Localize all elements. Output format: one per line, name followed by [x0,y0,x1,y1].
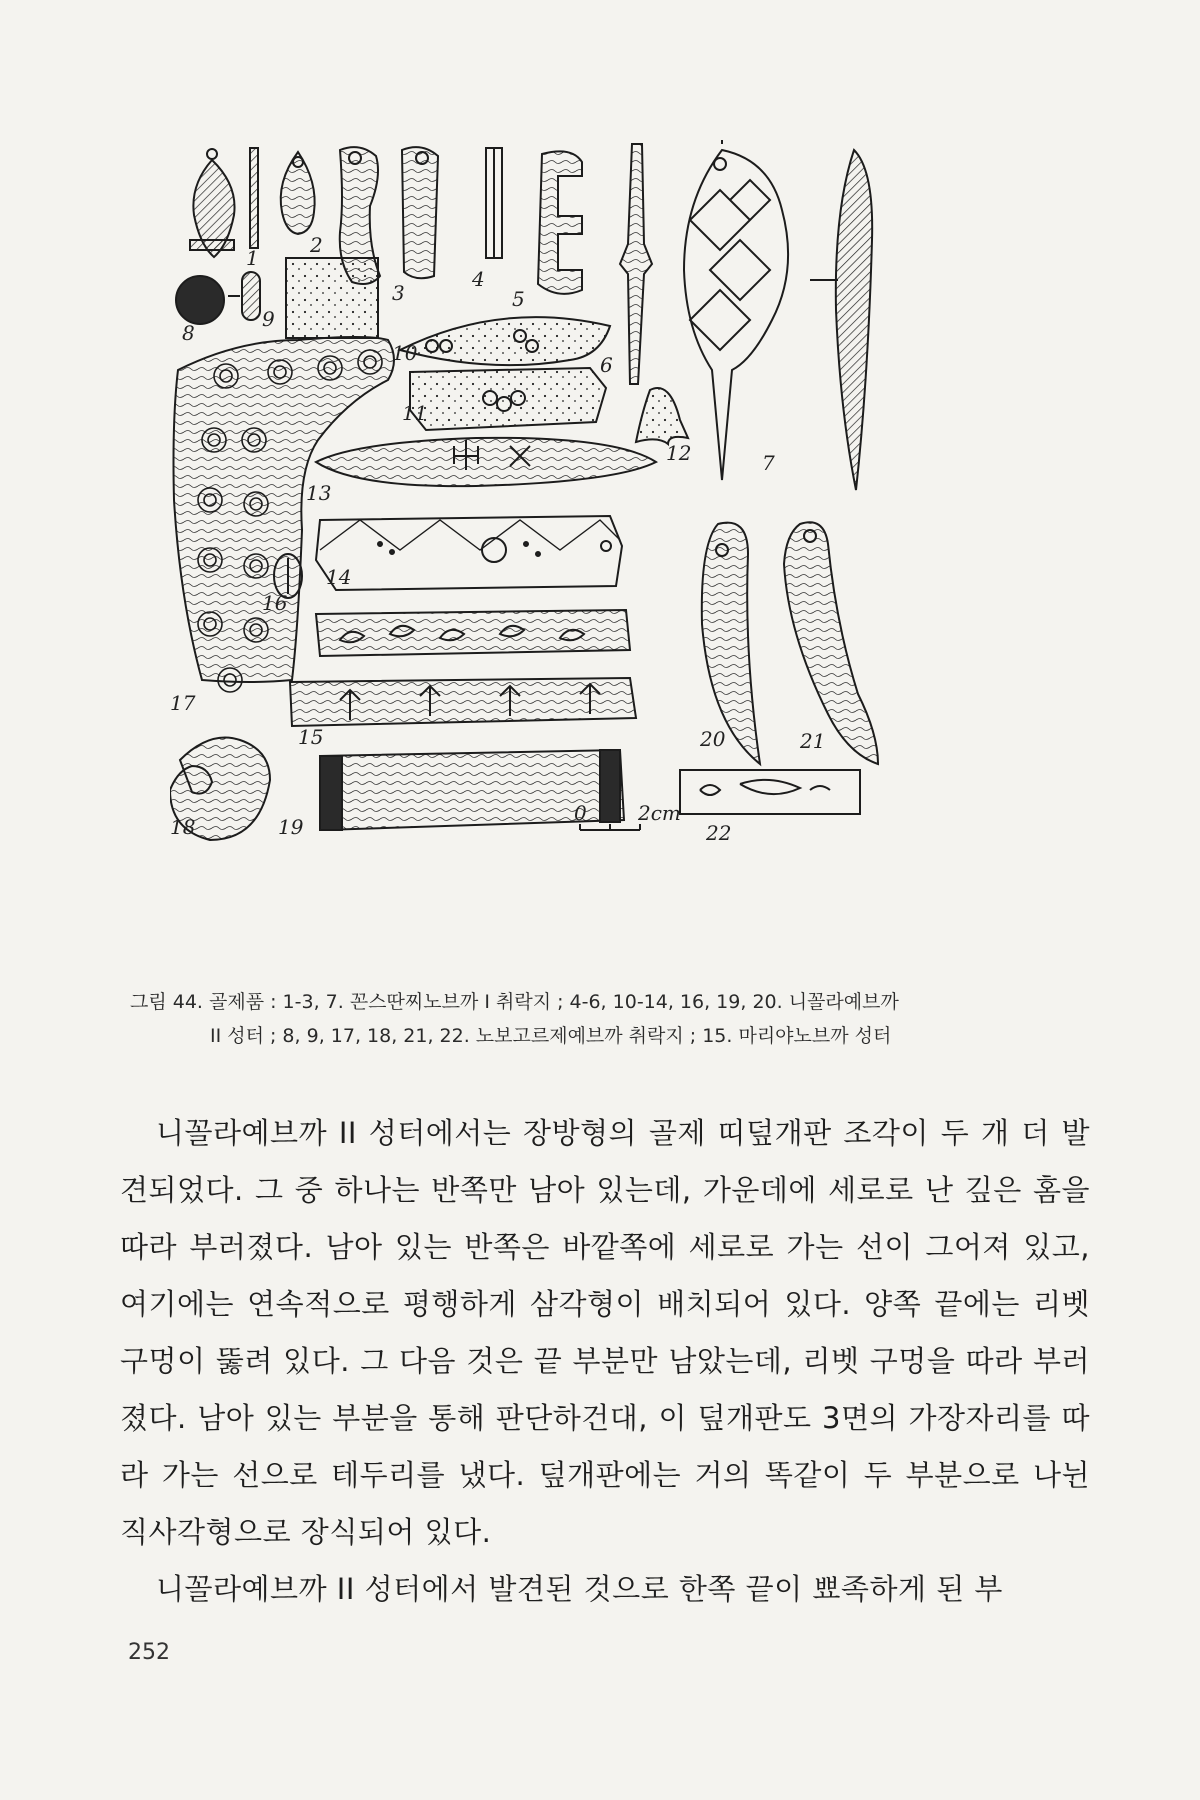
artifact-13 [316,438,656,486]
figure-caption [130,985,1090,1053]
label-1: 1 [246,246,259,270]
label-14: 14 [326,565,352,589]
artifact-2 [281,152,315,234]
label-11: 11 [402,401,428,425]
page-number: 252 [128,1640,170,1665]
bone-artifacts-drawing [170,140,1050,950]
artifact-12 [636,388,688,444]
artifact-4 [402,147,438,278]
artifact-15 [316,610,630,656]
artifact-10 [400,317,610,365]
label-10: 10 [392,341,418,365]
label-2: 2 [310,233,323,257]
artifact-21 [784,522,878,764]
label-18: 18 [170,815,196,839]
label-12: 12 [666,441,692,465]
caption-line-2: II 성터 ; 8, 9, 17, 18, 21, 22. 노보고르제예브까 취락지 ; 15. 마리야노브까 성터 [210,1025,892,1047]
label-7: 7 [762,451,775,475]
artifact-4-rod [486,148,502,258]
scale-unit-label: 2cm [638,801,681,825]
artifact-5 [538,151,582,294]
artifact-6 [620,144,652,384]
label-5: 5 [512,287,525,311]
label-19: 19 [278,815,304,839]
artifact-8 [176,276,224,324]
label-8: 8 [182,321,195,345]
artifact-7-profile [836,150,872,490]
label-6: 6 [600,353,613,377]
label-13: 13 [306,481,332,505]
label-4: 4 [472,267,485,291]
label-9: 9 [262,307,275,331]
artifact-1 [190,148,258,257]
label-15: 15 [298,725,324,749]
paragraph-2: 니꼴라예브까 II 성터에서 발견된 것으로 한쪽 끝이 뾰족하게 된 부 [156,1572,1003,1606]
paragraph-1: 니꼴라예브까 II 성터에서는 장방형의 골제 띠덮개판 조각이 두 개 더 발견되었다. 그 중 하나는 반쪽만 남아 있는데, 가운데에 세로로 난 깊은 홈을 따라 부러졌다. 남아 있는 반쪽은 바깥쪽에 세로로 가는 선이 그어져 있고, 여기에는 연속적으로 평행하게 삼각형이 배치되어 있다. 양쪽 끝에는 리벳 구멍이 뚫려 있다. 그 다음 것은 끝 부분만 남았는데, 리벳 구멍을 따라 부러졌다. 남아 있는 부분을 통해 판단하건대, 이 덮개판도 3면의 가장자리를 따라 가는 선으로 테두리를 냈다. 덮개판에는 거의 똑같이 두 부분으로 나뉜 직사각형으로 장식되어 있다. [120,1116,1090,1549]
label-22: 22 [706,821,732,845]
body-text [120,1105,1090,1618]
scale-bar [580,824,640,830]
label-17: 17 [170,691,196,715]
scale-zero-label: 0 [574,801,587,825]
label-16: 16 [262,591,288,615]
caption-line-1: 그림 44. 골제품 : 1-3, 7. 꼰스딴찌노브까 I 취락지 ; 4-6, 10-14, 16, 19, 20. 니꼴라예브까 [130,991,899,1013]
label-3: 3 [392,281,405,305]
label-21: 21 [800,729,826,753]
artifact-figure [170,140,1050,950]
artifact-7 [684,140,838,480]
artifact-14 [316,516,622,590]
artifact-strip-plants [290,678,636,726]
artifact-11 [410,368,606,430]
artifact-dotted-plaque [286,258,378,338]
artifact-9 [228,272,260,320]
label-20: 20 [700,727,726,751]
artifact-22 [680,770,860,814]
